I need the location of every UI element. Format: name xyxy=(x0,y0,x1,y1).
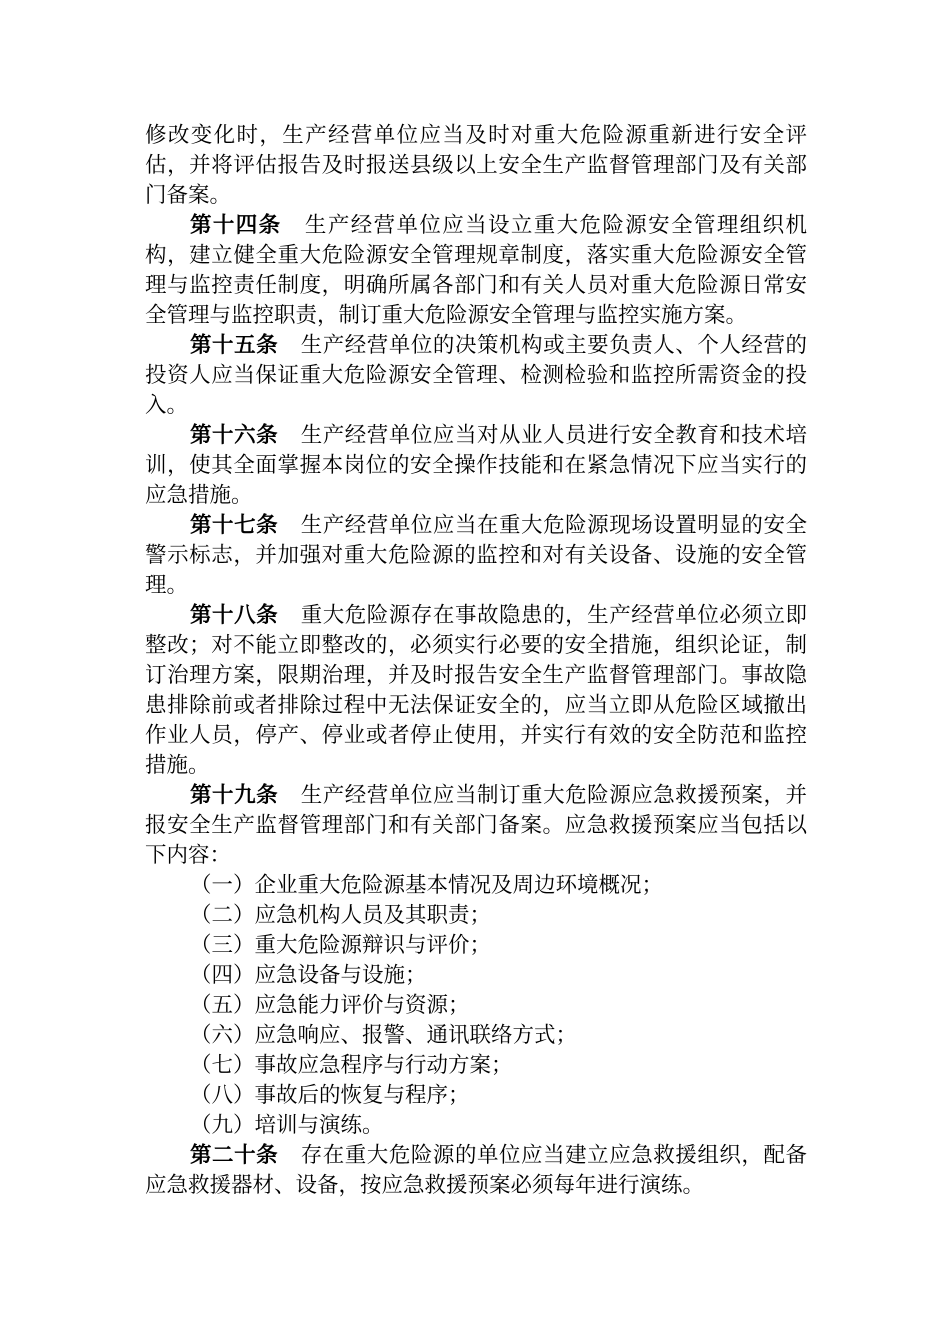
article-text: 重大危险源存在事故隐患的，生产经营单位必须立即整改；对不能立即整改的，必须实行必要的安全措施，组织论证，制订治理方案，限期治理，并及时报告安全生产监督管理部门。事故隐患排除前或者排除过程中无法保证安全的，应当立即从危险区域撤出作业人员，停产、停业或者停止使用，并实行有效的安全防范和监控措施。 xyxy=(145,603,807,778)
article-label: 第十六条 xyxy=(190,423,279,448)
list-item: （二）应急机构人员及其职责； xyxy=(190,903,492,928)
article-text: 生产经营单位应当制订重大危险源应急救援预案，并报安全生产监督管理部门和有关部门备案。应急救援预案应当包括以下内容： xyxy=(145,783,807,868)
article-14 xyxy=(145,211,807,331)
continuation-paragraph: 修改变化时，生产经营单位应当及时对重大危险源重新进行安全评估，并将评估报告及时报送县级以上安全生产监督管理部门及有关部门备案。 xyxy=(145,123,807,208)
article-text: 生产经营单位应当设立重大危险源安全管理组织机构，建立健全重大危险源安全管理规章制度，落实重大危险源安全管理与监控责任制度，明确所属各部门和有关人员对重大危险源日常安全管理与监控职责，制订重大危险源安全管理与监控实施方案。 xyxy=(145,213,807,328)
article-16 xyxy=(145,421,807,511)
list-item: （一）企业重大危险源基本情况及周边环境概况； xyxy=(190,873,664,898)
article-18 xyxy=(145,601,807,781)
article-label: 第二十条 xyxy=(190,1143,279,1168)
article-label: 第十四条 xyxy=(190,213,282,238)
list-item: （五）应急能力评价与资源； xyxy=(190,993,470,1018)
article-17 xyxy=(145,511,807,601)
article-15 xyxy=(145,331,807,421)
document-page xyxy=(145,121,807,1201)
list-item: （六）应急响应、报警、通讯联络方式； xyxy=(190,1023,578,1048)
list-item: （八）事故后的恢复与程序； xyxy=(190,1083,470,1108)
article-text: 生产经营单位应当在重大危险源现场设置明显的安全警示标志，并加强对重大危险源的监控和对有关设备、设施的安全管理。 xyxy=(145,513,807,598)
list-item: （四）应急设备与设施； xyxy=(190,963,427,988)
article-label: 第十九条 xyxy=(190,783,279,808)
article-label: 第十七条 xyxy=(190,513,279,538)
article-20 xyxy=(145,1141,807,1201)
contents-list xyxy=(145,871,807,1141)
article-text: 生产经营单位的决策机构或主要负责人、个人经营的投资人应当保证重大危险源安全管理、检测检验和监控所需资金的投入。 xyxy=(145,333,807,418)
article-text: 生产经营单位应当对从业人员进行安全教育和技术培训，使其全面掌握本岗位的安全操作技能和在紧急情况下应当实行的应急措施。 xyxy=(145,423,807,508)
list-item: （九）培训与演练。 xyxy=(190,1113,384,1138)
article-label: 第十八条 xyxy=(190,603,279,628)
article-19 xyxy=(145,781,807,871)
list-item: （七）事故应急程序与行动方案； xyxy=(190,1053,513,1078)
article-text: 存在重大危险源的单位应当建立应急救援组织，配备应急救援器材、设备，按应急救援预案必须每年进行演练。 xyxy=(145,1143,807,1198)
article-label: 第十五条 xyxy=(190,333,279,358)
list-item: （三）重大危险源辩识与评价； xyxy=(190,933,492,958)
